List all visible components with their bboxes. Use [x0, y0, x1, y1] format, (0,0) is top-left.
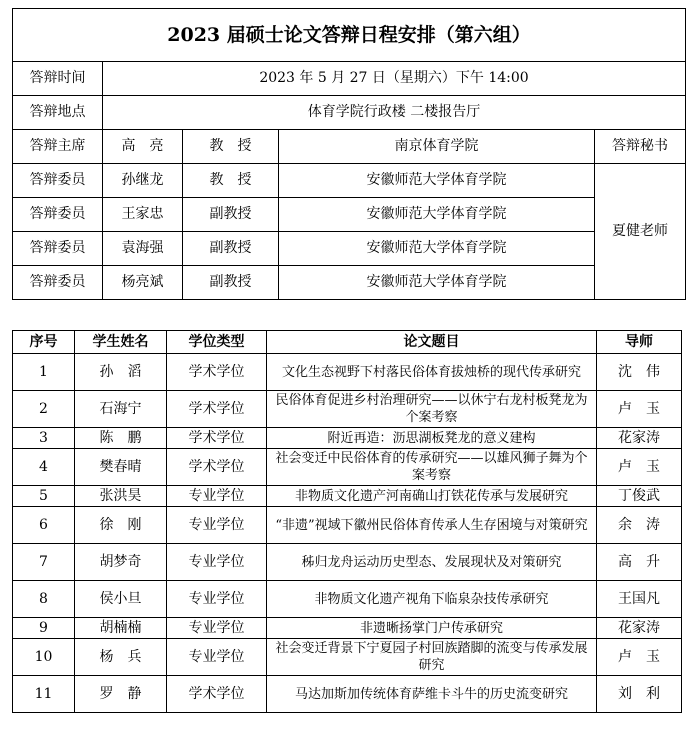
degree-type: 学术学位 — [167, 449, 267, 486]
table-header-row — [13, 331, 682, 354]
table-row — [13, 428, 682, 449]
row-number: 9 — [13, 618, 75, 639]
table-row — [13, 581, 682, 618]
schedule-info-table — [12, 8, 686, 300]
table-row — [13, 639, 682, 676]
thesis-topic: 社会变迁背景下宁夏园子村回族踏脚的流变与传承发展研究 — [267, 639, 597, 676]
place-label: 答辩地点 — [13, 96, 103, 130]
advisor-name: 丁俊武 — [597, 486, 682, 507]
degree-type: 学术学位 — [167, 428, 267, 449]
row-number: 3 — [13, 428, 75, 449]
student-name: 胡梦奇 — [75, 544, 167, 581]
committee-name: 杨亮斌 — [103, 266, 183, 300]
header-number: 序号 — [13, 331, 75, 354]
degree-type: 专业学位 — [167, 486, 267, 507]
table-row — [13, 544, 682, 581]
student-name: 徐 刚 — [75, 507, 167, 544]
committee-rank: 教 授 — [183, 164, 279, 198]
row-number: 6 — [13, 507, 75, 544]
committee-name: 高 亮 — [103, 130, 183, 164]
page-title: 2023 届硕士论文答辩日程安排（第六组） — [13, 9, 686, 62]
header-advisor: 导师 — [597, 331, 682, 354]
committee-org: 安徽师范大学体育学院 — [279, 266, 595, 300]
student-name: 胡楠楠 — [75, 618, 167, 639]
row-number: 10 — [13, 639, 75, 676]
thesis-topic: 非物质文化遗产河南确山打铁花传承与发展研究 — [267, 486, 597, 507]
table-row — [13, 676, 682, 713]
row-number: 4 — [13, 449, 75, 486]
degree-type: 专业学位 — [167, 507, 267, 544]
committee-role: 答辩委员 — [13, 232, 103, 266]
committee-name: 孙继龙 — [103, 164, 183, 198]
advisor-name: 花家涛 — [597, 428, 682, 449]
committee-rank: 副教授 — [183, 266, 279, 300]
secretary-label: 答辩秘书 — [595, 130, 686, 164]
committee-org: 安徽师范大学体育学院 — [279, 164, 595, 198]
time-value: 2023 年 5 月 27 日（星期六）下午 14:00 — [103, 62, 686, 96]
advisor-name: 余 涛 — [597, 507, 682, 544]
advisor-name: 卢 玉 — [597, 449, 682, 486]
thesis-topic: 秭归龙舟运动历史型态、发展现状及对策研究 — [267, 544, 597, 581]
committee-row — [13, 164, 686, 198]
thesis-topic: 非遗晰扬掌门户传承研究 — [267, 618, 597, 639]
advisor-name: 王国凡 — [597, 581, 682, 618]
table-row — [13, 449, 682, 486]
student-name: 杨 兵 — [75, 639, 167, 676]
committee-row — [13, 232, 686, 266]
degree-type: 专业学位 — [167, 581, 267, 618]
advisor-name: 刘 利 — [597, 676, 682, 713]
header-topic: 论文题目 — [267, 331, 597, 354]
committee-row — [13, 130, 686, 164]
committee-org: 安徽师范大学体育学院 — [279, 232, 595, 266]
row-number: 5 — [13, 486, 75, 507]
committee-row — [13, 266, 686, 300]
row-number: 11 — [13, 676, 75, 713]
thesis-topic: 社会变迁中民俗体育的传承研究——以雄风狮子舞为个案考察 — [267, 449, 597, 486]
thesis-topic: 非物质文化遗产视角下临泉杂技传承研究 — [267, 581, 597, 618]
table-row — [13, 354, 682, 391]
degree-type: 学术学位 — [167, 354, 267, 391]
student-name: 罗 静 — [75, 676, 167, 713]
row-number: 8 — [13, 581, 75, 618]
header-degree: 学位类型 — [167, 331, 267, 354]
committee-rank: 副教授 — [183, 198, 279, 232]
committee-rank: 副教授 — [183, 232, 279, 266]
student-name: 孙 滔 — [75, 354, 167, 391]
committee-name: 王家忠 — [103, 198, 183, 232]
committee-role: 答辩委员 — [13, 266, 103, 300]
thesis-topic: 马达加斯加传统体育萨维卡斗牛的历史流变研究 — [267, 676, 597, 713]
advisor-name: 高 升 — [597, 544, 682, 581]
degree-type: 专业学位 — [167, 639, 267, 676]
committee-role: 答辩主席 — [13, 130, 103, 164]
table-row — [13, 618, 682, 639]
student-name: 石海宁 — [75, 391, 167, 428]
thesis-topic: 文化生态视野下村落民俗体育拔烛桥的现代传承研究 — [267, 354, 597, 391]
committee-org: 南京体育学院 — [279, 130, 595, 164]
row-number: 7 — [13, 544, 75, 581]
degree-type: 专业学位 — [167, 618, 267, 639]
degree-type: 学术学位 — [167, 391, 267, 428]
student-name: 侯小旦 — [75, 581, 167, 618]
secretary-name: 夏健老师 — [595, 164, 686, 300]
advisor-name: 沈 伟 — [597, 354, 682, 391]
row-number: 1 — [13, 354, 75, 391]
thesis-topic: “非遗”视域下徽州民俗体育传承人生存困境与对策研究 — [267, 507, 597, 544]
thesis-topic: 附近再造：沥思湖板凳龙的意义建构 — [267, 428, 597, 449]
student-name: 张洪昊 — [75, 486, 167, 507]
advisor-name: 卢 玉 — [597, 391, 682, 428]
committee-row — [13, 198, 686, 232]
degree-type: 学术学位 — [167, 676, 267, 713]
student-name: 陈 鹏 — [75, 428, 167, 449]
committee-rank: 教 授 — [183, 130, 279, 164]
place-value: 体育学院行政楼 二楼报告厅 — [103, 96, 686, 130]
table-row — [13, 486, 682, 507]
advisor-name: 花家涛 — [597, 618, 682, 639]
time-label: 答辩时间 — [13, 62, 103, 96]
committee-role: 答辩委员 — [13, 198, 103, 232]
committee-name: 袁海强 — [103, 232, 183, 266]
row-number: 2 — [13, 391, 75, 428]
table-row — [13, 391, 682, 428]
thesis-topic: 民俗体育促进乡村治理研究——以休宁右龙村板凳龙为个案考察 — [267, 391, 597, 428]
degree-type: 专业学位 — [167, 544, 267, 581]
committee-org: 安徽师范大学体育学院 — [279, 198, 595, 232]
advisor-name: 卢 玉 — [597, 639, 682, 676]
committee-role: 答辩委员 — [13, 164, 103, 198]
header-student: 学生姓名 — [75, 331, 167, 354]
thesis-table — [12, 330, 682, 713]
table-row — [13, 507, 682, 544]
student-name: 樊春晴 — [75, 449, 167, 486]
